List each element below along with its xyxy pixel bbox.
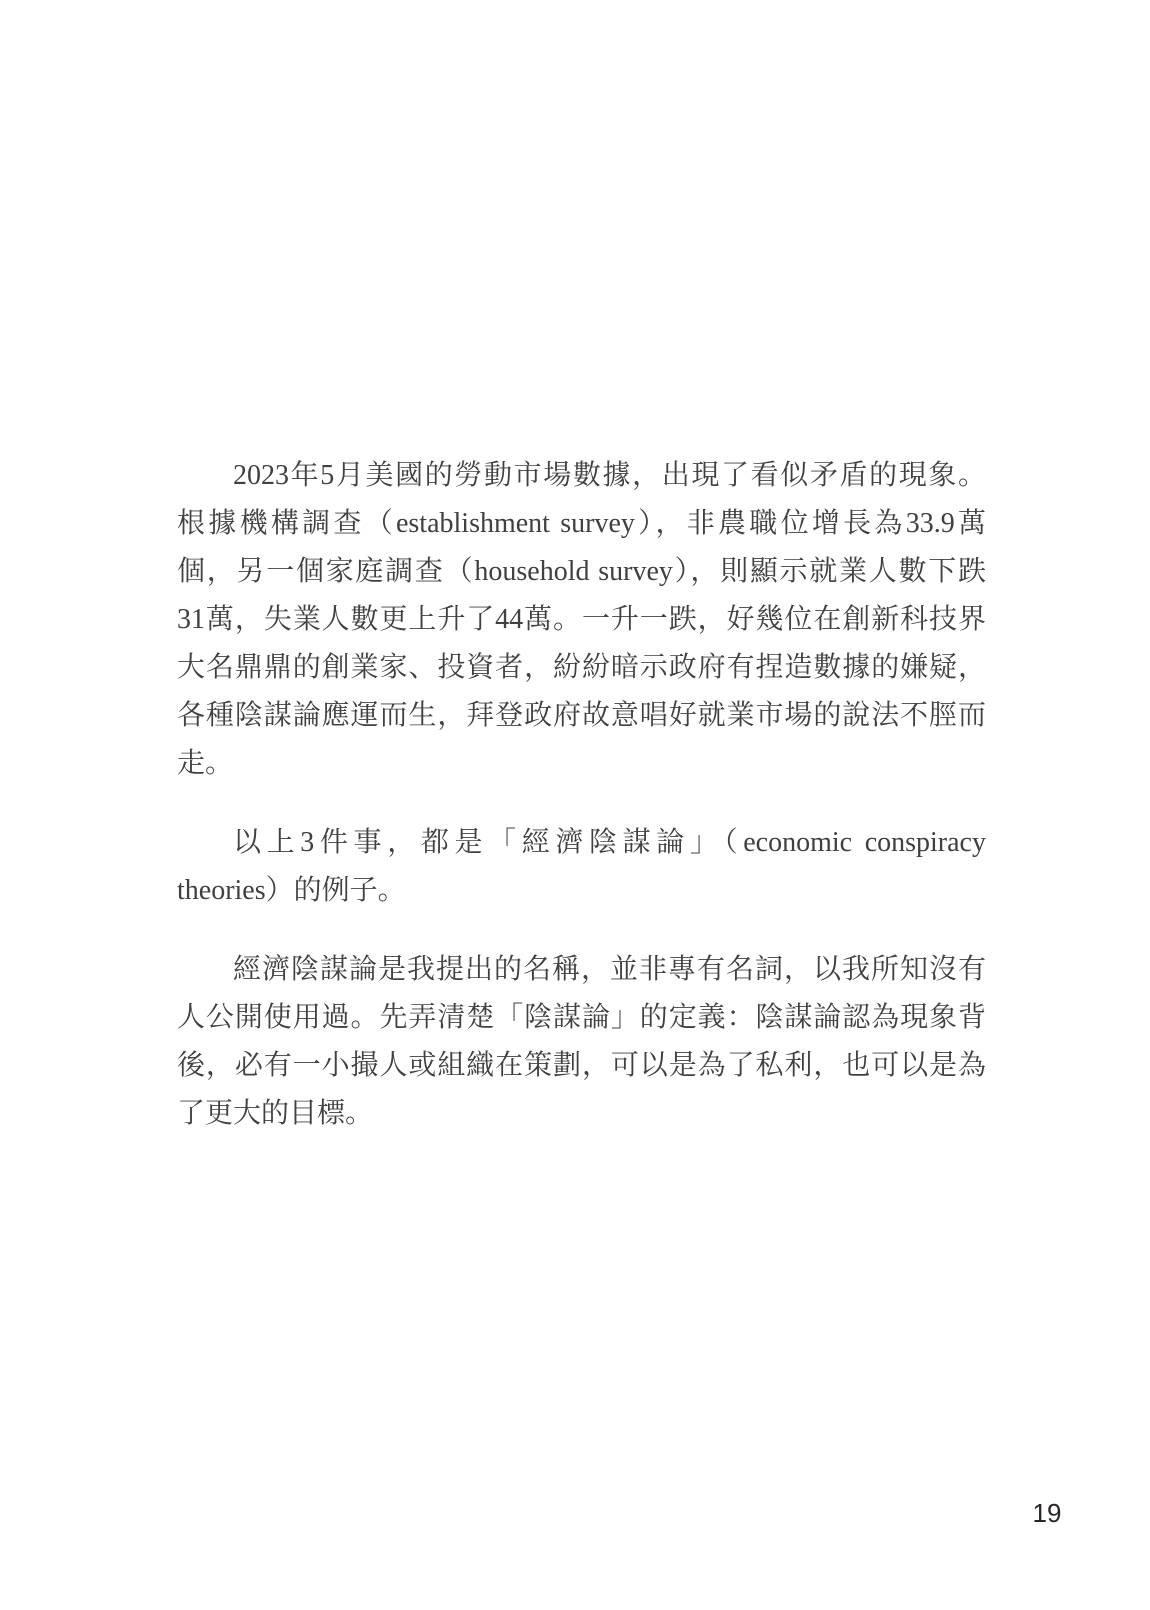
body-text xyxy=(177,452,986,1138)
text-line: 走。 xyxy=(177,748,234,779)
paragraph xyxy=(177,452,986,788)
text-line: 根據機構調查（establishment survey），非農職位增長為33.9萬 xyxy=(177,508,986,539)
text-line: 31萬，失業人數更上升了44萬。一升一跌，好幾位在創新科技界 xyxy=(177,604,986,635)
page-number: 19 xyxy=(1032,1498,1062,1528)
text-line: 經濟陰謀論是我提出的名稱，並非專有名詞，以我所知沒有 xyxy=(233,954,986,985)
paragraph xyxy=(177,946,986,1138)
text-line: 人公開使用過。先弄清楚「陰謀論」的定義：陰謀論認為現象背 xyxy=(177,1002,986,1033)
text-line: 了更大的目標。 xyxy=(177,1098,374,1129)
text-line: 大名鼎鼎的創業家、投資者，紛紛暗示政府有捏造數據的嫌疑， xyxy=(177,652,986,683)
text-line: theories）的例子。 xyxy=(177,875,406,906)
paragraph xyxy=(177,819,986,915)
text-line: 2023年5月美國的勞動市場數據，出現了看似矛盾的現象。 xyxy=(233,460,986,491)
text-line: 後，必有一小撮人或組織在策劃，可以是為了私利，也可以是為 xyxy=(177,1050,986,1081)
text-line: 個，另一個家庭調查（household survey），則顯示就業人數下跌 xyxy=(177,556,986,587)
text-line: 以上3件事，都是「經濟陰謀論」（economic conspiracy xyxy=(233,827,986,858)
text-line: 各種陰謀論應運而生，拜登政府故意唱好就業市場的說法不脛而 xyxy=(177,700,986,731)
